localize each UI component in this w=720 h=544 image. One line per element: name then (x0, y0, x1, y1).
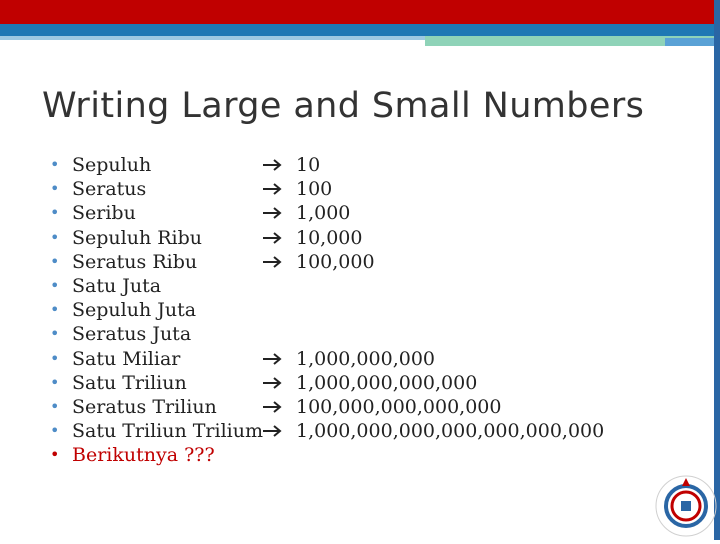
list-item (50, 395, 670, 419)
bullet-icon: • (50, 155, 60, 175)
slide-title: Writing Large and Small Numbers (42, 86, 645, 126)
arrow-right-icon (262, 182, 296, 196)
item-label: Satu Triliun Trilium (72, 420, 263, 443)
list-item (50, 177, 670, 201)
item-label: Seratus (72, 178, 147, 201)
bullet-icon: • (50, 445, 60, 465)
arrow-right-icon (262, 424, 296, 438)
item-value: 100 (296, 178, 333, 201)
top-blue-accent (665, 38, 720, 46)
list-item (50, 274, 670, 298)
item-label: Satu Juta (72, 275, 162, 298)
bullet-icon: • (50, 203, 60, 223)
item-label: Seribu (72, 202, 136, 225)
list-item (50, 250, 670, 274)
bullet-icon: • (50, 324, 60, 344)
item-label: Seratus Ribu (72, 250, 198, 273)
arrow-right-icon (262, 206, 296, 220)
arrow-right-icon (262, 231, 296, 245)
item-label: Satu Miliar (72, 347, 181, 370)
arrow-right-icon (262, 400, 296, 414)
item-label: Sepuluh (72, 154, 152, 177)
list-item (50, 201, 670, 225)
arrow-right-icon (262, 158, 296, 172)
list-item (50, 226, 670, 250)
list-item (50, 298, 670, 322)
university-logo-icon (642, 462, 720, 540)
item-value: 100,000,000,000,000 (296, 395, 502, 418)
list-item (50, 419, 670, 443)
bullet-icon: • (50, 300, 60, 320)
item-value: 1,000,000,000,000 (296, 371, 478, 394)
number-list (50, 153, 670, 467)
arrow-right-icon (262, 376, 296, 390)
item-value: 100,000 (296, 250, 375, 273)
arrow-right-icon (262, 352, 296, 366)
right-edge-strip (714, 0, 720, 540)
list-item (50, 322, 670, 346)
item-value: 1,000 (296, 202, 351, 225)
bullet-icon: • (50, 396, 60, 416)
list-item (50, 371, 670, 395)
list-item (50, 153, 670, 177)
bullet-icon: • (50, 276, 60, 296)
list-item (50, 347, 670, 371)
item-label: Berikutnya ??? (72, 444, 215, 467)
item-label: Seratus Triliun (72, 395, 217, 418)
bullet-icon: • (50, 348, 60, 368)
item-value: 1,000,000,000 (296, 347, 436, 370)
top-red-bar (0, 0, 720, 24)
item-label: Seratus Juta (72, 323, 192, 346)
arrow-right-icon (262, 255, 296, 269)
bullet-icon: • (50, 227, 60, 247)
bullet-icon: • (50, 372, 60, 392)
item-label: Sepuluh Ribu (72, 226, 203, 249)
item-value: 10 (296, 154, 321, 177)
item-label: Satu Triliun (72, 371, 187, 394)
top-blue-bar (0, 24, 720, 36)
list-item-next (50, 443, 670, 467)
item-value: 10,000 (296, 226, 363, 249)
bullet-icon: • (50, 179, 60, 199)
bullet-icon: • (50, 421, 60, 441)
bullet-icon: • (50, 251, 60, 271)
item-value: 1,000,000,000,000,000,000,000 (296, 420, 605, 443)
item-label: Sepuluh Juta (72, 299, 197, 322)
